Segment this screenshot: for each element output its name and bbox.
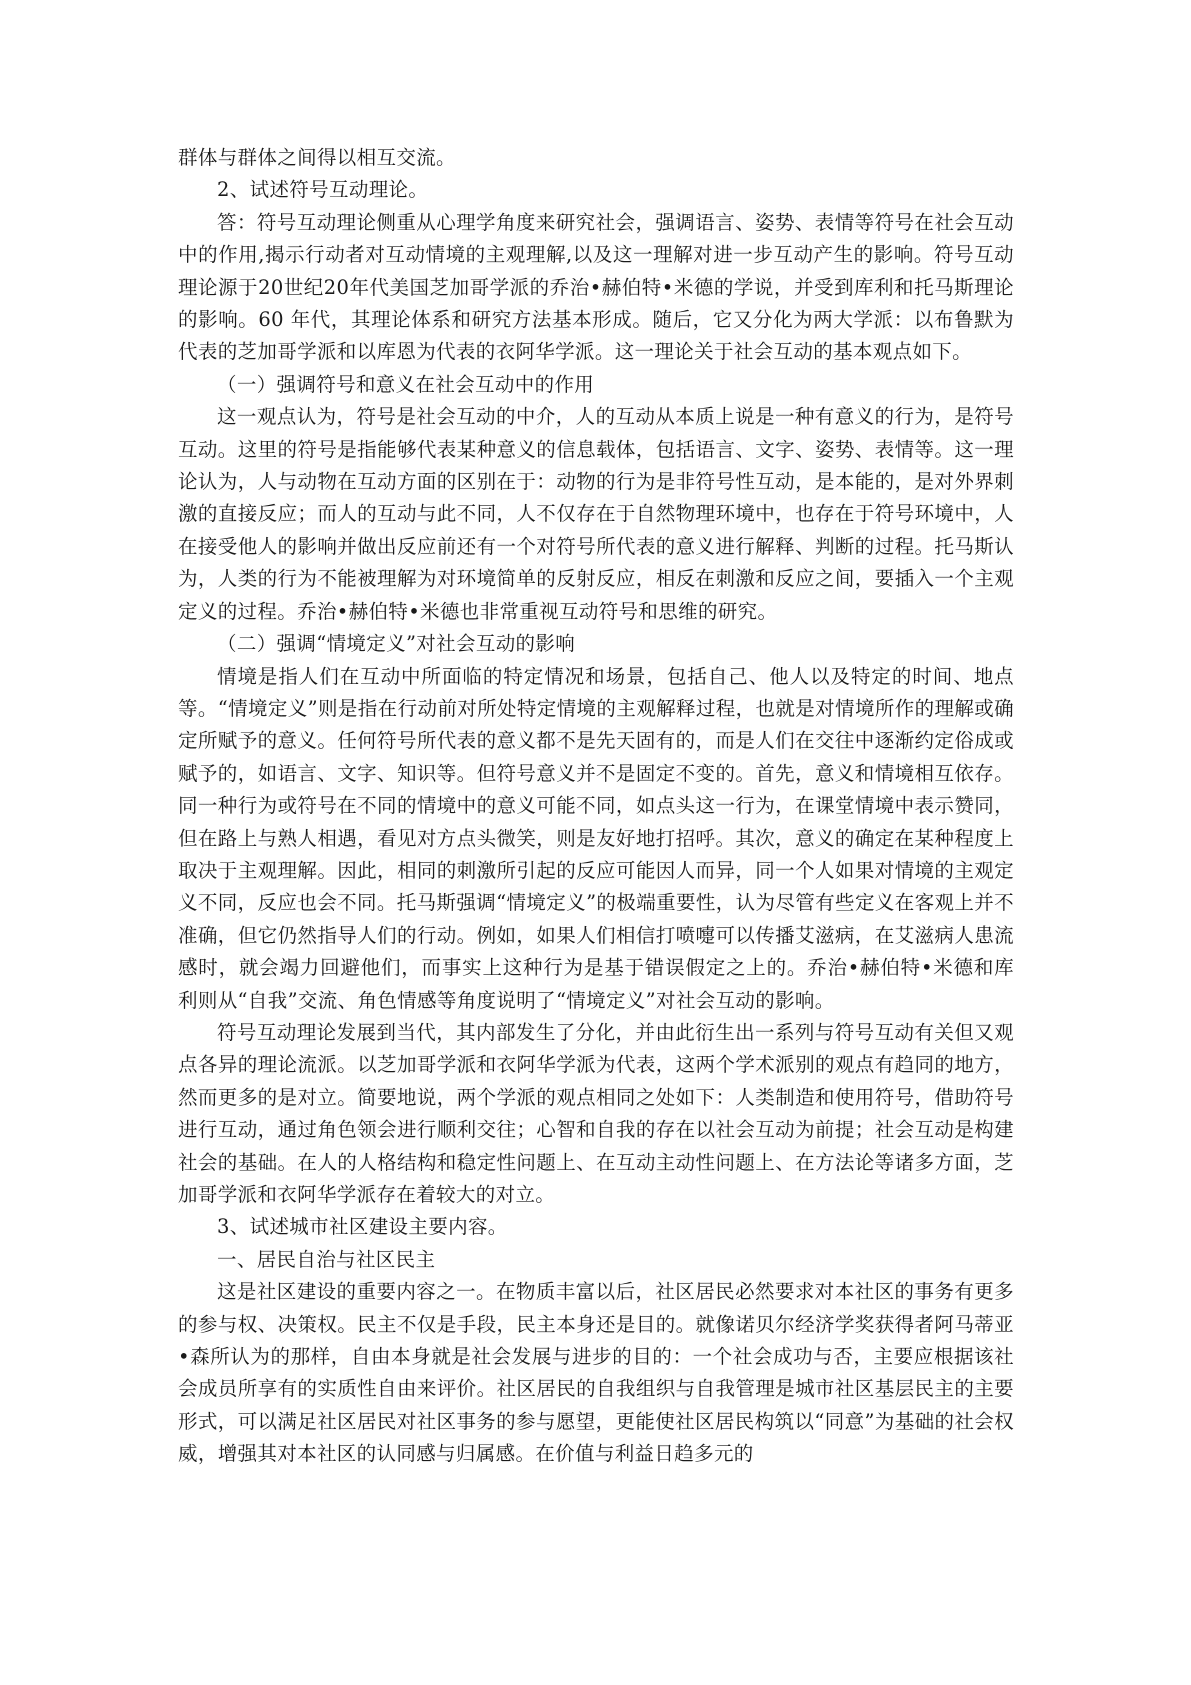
body-paragraph: 这一观点认为，符号是社会互动的中介，人的互动从本质上说是一种有意义的行为，是符号互动。这里的符号是指能够代表某种意义的信息载体，包括语言、文字、姿势、表情等。这一理论认为，人与动物在互动方面的区别在于：动物的行为是非符号性互动，是本能的，是对外界刺激的直接反应；而人的互动与此不同，人不仅存在于自然物理环境中，也存在于符号环境中，人在接受他人的影响并做出反应前还有一个对符号所代表的意义进行解释、判断的过程。托马斯认为，人类的行为不能被理解为对环境简单的反射反应，相反在刺激和反应之间，要插入一个主观定义的过程。乔治•赫伯特•米德也非常重视互动符号和思维的研究。 bbox=[178, 405, 1014, 623]
question-heading-3: 3、试述城市社区建设主要内容。 bbox=[217, 1215, 508, 1239]
answer-paragraph: 答：符号互动理论侧重从心理学角度来研究社会，强调语言、姿势、表情等符号在社会互动中的作用,揭示行动者对互动情境的主观理解,以及这一理解对进一步互动产生的影响。符号互动理论源于20世纪20年代美国芝加哥学派的乔治•赫伯特•米德的学说，并受到库利和托马斯理论的影响。60 年代，其理论体系和研究方法基本形成。随后，它又分化为两大学派：以布鲁默为代表的芝加哥学派和以库恩为代表的衣阿华学派。这一理论关于社会互动的基本观点如下。 bbox=[178, 210, 1014, 364]
document-page bbox=[178, 142, 1014, 1471]
section-heading-2: （二）强调“情境定义”对社会互动的影响 bbox=[217, 632, 576, 656]
question-heading-2: 2、试述符号互动理论。 bbox=[217, 178, 429, 202]
paragraph-continuation: 群体与群体之间得以相互交流。 bbox=[178, 146, 456, 169]
subsection-heading-1: 一、居民自治与社区民主 bbox=[217, 1247, 436, 1271]
body-paragraph: 情境是指人们在互动中所面临的特定情况和场景，包括自己、他人以及特定的时间、地点等。“情境定义”则是指在行动前对所处特定情境的主观解释过程，也就是对情境所作的理解或确定所赋予的意义。任何符号所代表的意义都不是先天固有的，而是人们在交往中逐渐约定俗成或赋予的，如语言、文字、知识等。但符号意义并不是固定不变的。首先，意义和情境相互依存。同一种行为或符号在不同的情境中的意义可能不同，如点头这一行为，在课堂情境中表示赞同，但在路上与熟人相遇，看见对方点头微笑，则是友好地打招呼。其次，意义的确定在某种程度上取决于主观理解。因此，相同的刺激所引起的反应可能因人而异，同一个人如果对情境的主观定义不同，反应也会不同。托马斯强调“情境定义”的极端重要性，认为尽管有些定义在客观上并不准确，但它仍然指导人们的行动。例如，如果人们相信打喷嚏可以传播艾滋病，在艾滋病人患流感时，就会竭力回避他们，而事实上这种行为是基于错误假定之上的。乔治•赫伯特•米德和库利则从“自我”交流、角色情感等角度说明了“情境定义”对社会互动的影响。 bbox=[178, 664, 1014, 1012]
section-heading-1: （一）强调符号和意义在社会互动中的作用 bbox=[217, 372, 595, 396]
body-paragraph: 符号互动理论发展到当代，其内部发生了分化，并由此衍生出一系列与符号互动有关但又观点各异的理论流派。以芝加哥学派和衣阿华学派为代表，这两个学术派别的观点有趋同的地方，然而更多的是对立。简要地说，两个学派的观点相同之处如下：人类制造和使用符号，借助符号进行互动，通过角色领会进行顺利交往；心智和自我的存在以社会互动为前提；社会互动是构建社会的基础。在人的人格结构和稳定性问题上、在互动主动性问题上、在方法论等诸多方面，芝加哥学派和衣阿华学派存在着较大的对立。 bbox=[178, 1020, 1014, 1206]
body-paragraph: 这是社区建设的重要内容之一。在物质丰富以后，社区居民必然要求对本社区的事务有更多的参与权、决策权。民主不仅是手段，民主本身还是目的。就像诺贝尔经济学奖获得者阿马蒂亚•森所认为的那样，自由本身就是社会发展与进步的目的：一个社会成功与否，主要应根据该社会成员所享有的实质性自由来评价。社区居民的自我组织与自我管理是城市社区基层民主的主要形式，可以满足社区居民对社区事务的参与愿望，更能使社区居民构筑以“同意”为基础的社会权威，增强其对本社区的认同感与归属感。在价值与利益日趋多元的 bbox=[178, 1280, 1014, 1466]
